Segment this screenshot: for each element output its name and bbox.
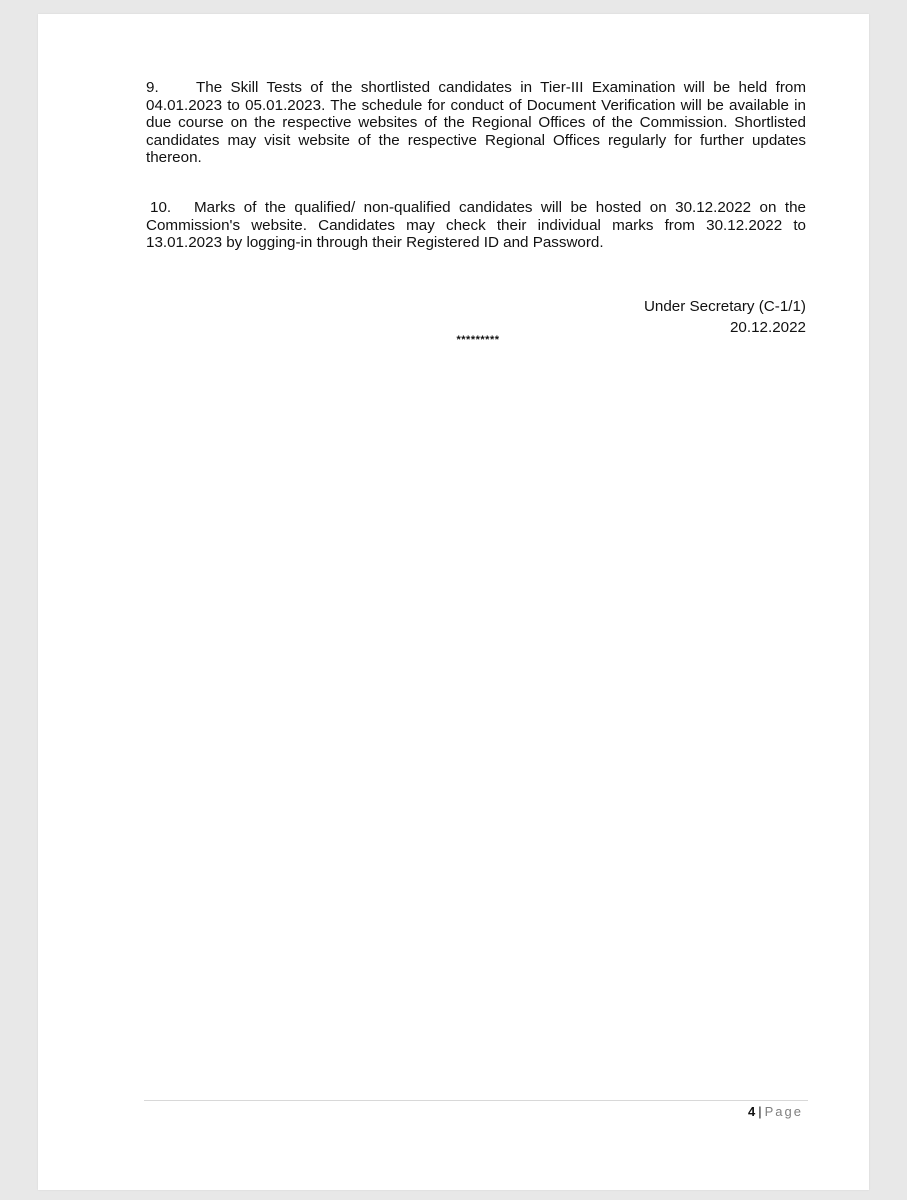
footer-divider-bar: | xyxy=(758,1104,762,1119)
paragraph-number: 9. xyxy=(146,79,159,96)
page-label: Page xyxy=(764,1104,803,1119)
footer-divider xyxy=(144,1100,808,1101)
paragraph-text: Marks of the qualified/ non-qualified candidates will be hosted on 30.12.2022 on the Commission's website. Candidates may check their individual marks from 30.12.2022 to 13.01.2023 by logging-in through their Registered ID and Password. xyxy=(146,199,806,252)
paragraph-9 xyxy=(146,79,806,167)
end-separator: ********* xyxy=(456,334,500,346)
paragraph-text: The Skill Tests of the shortlisted candidates in Tier-III Examination will be held from 04.01.2023 to 05.01.2023. The schedule for conduct of Document Verification will be available in due course on the respective websites of the Regional Offices of the Commission. Shortlisted candidates may visit website of the respective Regional Offices regularly for further updates thereon. xyxy=(146,79,806,167)
paragraph-10 xyxy=(146,199,806,252)
document-page xyxy=(38,14,869,1190)
signature-date: 20.12.2022 xyxy=(729,319,806,336)
signatory-title: Under Secretary (C-1/1) xyxy=(643,298,806,315)
page-footer xyxy=(748,1104,803,1119)
paragraph-number: 10. xyxy=(150,199,172,216)
page-number: 4 xyxy=(748,1104,756,1119)
